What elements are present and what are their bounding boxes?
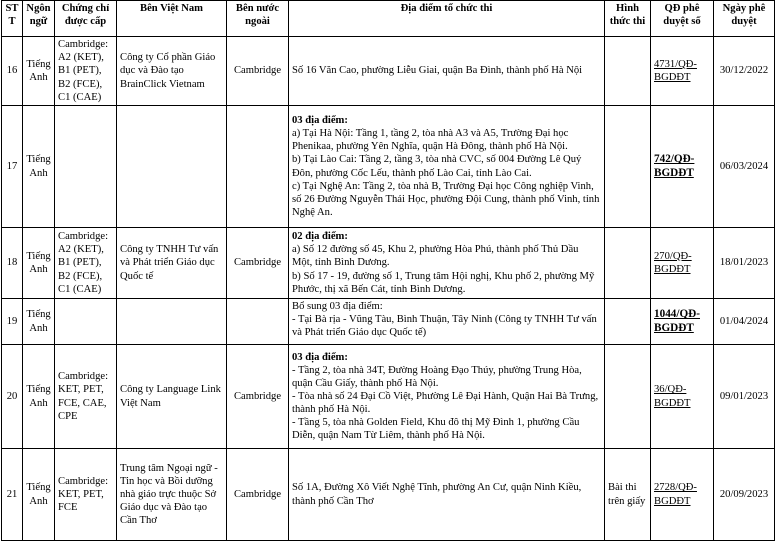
decision-link[interactable]: 742/QĐ-BGDĐT — [654, 153, 695, 179]
location-line: - Tầng 5, tòa nhà Golden Field, Khu đô thị Mỹ Đình 1, phường Cầu Diễn, quận Nam Từ Liêm, thành phố Hà Nội. — [292, 417, 580, 442]
row-format — [605, 345, 651, 449]
row-stt: 19 — [2, 299, 23, 345]
row-format — [605, 228, 651, 299]
row-vn-party: Công ty Cổ phần Giáo dục và Đào tạo BrainClick Vietnam — [117, 37, 227, 106]
row-foreign-party: Cambridge — [227, 228, 289, 299]
decision-link[interactable]: 4731/QĐ-BGDĐT — [654, 58, 697, 83]
row-location — [289, 37, 605, 106]
table-row — [2, 228, 775, 299]
row-location — [289, 449, 605, 541]
row-date: 18/01/2023 — [714, 228, 775, 299]
row-date: 06/03/2024 — [714, 106, 775, 228]
header-date: Ngày phê duyệt — [714, 1, 775, 37]
row-format — [605, 299, 651, 345]
row-date: 01/04/2024 — [714, 299, 775, 345]
row-stt: 16 — [2, 37, 23, 106]
row-certificate — [55, 106, 117, 228]
location-title: 03 địa điểm: — [292, 115, 348, 127]
header-location: Địa điểm tổ chức thi — [289, 1, 605, 37]
table-row — [2, 37, 775, 106]
row-certificate: Cambridge: KET, PET, FCE — [55, 449, 117, 541]
row-certificate: Cambridge: KET, PET, FCE, CAE, CPE — [55, 345, 117, 449]
row-foreign-party — [227, 299, 289, 345]
row-foreign-party: Cambridge — [227, 449, 289, 541]
row-location — [289, 299, 605, 345]
table-row — [2, 449, 775, 541]
row-stt: 18 — [2, 228, 23, 299]
row-language: Tiếng Anh — [23, 345, 55, 449]
row-location — [289, 228, 605, 299]
header-format: Hình thức thi — [605, 1, 651, 37]
row-date: 30/12/2022 — [714, 37, 775, 106]
row-certificate — [55, 299, 117, 345]
row-foreign-party: Cambridge — [227, 345, 289, 449]
location-line: a) Số 12 đường số 45, Khu 2, phường Hòa Phú, thành phố Thủ Dầu Một, tỉnh Bình Dương. — [292, 244, 579, 269]
header-language: Ngôn ngữ — [23, 1, 55, 37]
location-line: Số 1A, Đường Xô Viết Nghệ Tĩnh, phường An Cư, quận Ninh Kiều, thành phố Cần Thơ — [292, 482, 582, 507]
row-decision — [651, 37, 714, 106]
row-stt: 17 — [2, 106, 23, 228]
header-stt: ST T — [2, 1, 23, 37]
table-row — [2, 106, 775, 228]
row-stt: 20 — [2, 345, 23, 449]
row-stt: 21 — [2, 449, 23, 541]
row-date: 09/01/2023 — [714, 345, 775, 449]
header-vn-party: Bên Việt Nam — [117, 1, 227, 37]
row-format: Bài thi trên giấy — [605, 449, 651, 541]
table-row — [2, 299, 775, 345]
table-row — [2, 345, 775, 449]
row-certificate: Cambridge: A2 (KET), B1 (PET), B2 (FCE), C1 (CAE) — [55, 37, 117, 106]
row-decision — [651, 449, 714, 541]
location-line: Bổ sung 03 địa điểm: — [292, 301, 383, 312]
decision-link[interactable]: 36/QĐ-BGDĐT — [654, 384, 691, 409]
exam-locations-table — [1, 0, 775, 541]
row-vn-party: Công ty TNHH Tư vấn và Phát triển Giáo dục Quốc tế — [117, 228, 227, 299]
decision-link[interactable]: 1044/QĐ-BGDĐT — [654, 308, 700, 334]
row-location — [289, 345, 605, 449]
row-certificate: Cambridge: A2 (KET), B1 (PET), B2 (FCE), C1 (CAE) — [55, 228, 117, 299]
row-format — [605, 37, 651, 106]
row-decision — [651, 106, 714, 228]
row-vn-party: Trung tâm Ngoại ngữ - Tin học và Bồi dưỡng nhà giáo trực thuộc Sở Giáo dục và Đào tạo Cần Thơ — [117, 449, 227, 541]
decision-link[interactable]: 270/QĐ-BGDĐT — [654, 250, 692, 275]
row-language: Tiếng Anh — [23, 299, 55, 345]
row-vn-party — [117, 106, 227, 228]
location-line: - Tại Bà rịa - Vũng Tàu, Bình Thuận, Tây Ninh (Công ty TNHH Tư vấn và Phát triển Giáo dục Quốc tế) — [292, 314, 597, 339]
row-vn-party — [117, 299, 227, 345]
row-decision — [651, 299, 714, 345]
row-location — [289, 106, 605, 228]
row-foreign-party — [227, 106, 289, 228]
row-format — [605, 106, 651, 228]
decision-link[interactable]: 2728/QĐ-BGDĐT — [654, 482, 697, 507]
row-decision — [651, 228, 714, 299]
header-foreign-party: Bên nước ngoài — [227, 1, 289, 37]
location-line: b) Số 17 - 19, đường số 1, Trung tâm Hội nghị, Khu phố 2, phường Mỹ Phước, thị xã Bến Cát, tỉnh Bình Dương. — [292, 270, 595, 295]
row-language: Tiếng Anh — [23, 449, 55, 541]
row-language: Tiếng Anh — [23, 228, 55, 299]
location-line: c) Tại Nghệ An: Tầng 2, tòa nhà B, Trường Đại học Công nghiệp Vinh, số 26 Đường Nguyễn Thái Học, phường Đội Cung, thành phố Vinh, tỉnh Nghệ An. — [292, 180, 600, 218]
table-header-row — [2, 1, 775, 37]
row-language: Tiếng Anh — [23, 37, 55, 106]
location-line: a) Tại Hà Nội: Tầng 1, tầng 2, tòa nhà A3 và A5, Trường Đại học Phenikaa, phường Yên Nghĩa, quận Hà Đông, thành phố Hà Nội. — [292, 128, 569, 153]
row-vn-party: Công ty Language Link Việt Nam — [117, 345, 227, 449]
location-line: b) Tại Lào Cai: Tầng 2, tầng 3, tòa nhà CVC, số 004 Đường Lê Quý Đôn, phường Cốc Lếu, thành phố Lào Cai, tỉnh Lào Cai. — [292, 154, 582, 179]
header-certificate: Chứng chỉ được cấp — [55, 1, 117, 37]
row-foreign-party: Cambridge — [227, 37, 289, 106]
location-line: - Tòa nhà số 24 Đại Cồ Việt, Phường Lê Đại Hành, Quận Hai Bà Trưng, thành phố Hà Nội. — [292, 390, 599, 416]
row-decision — [651, 345, 714, 449]
header-decision: QĐ phê duyệt số — [651, 1, 714, 37]
row-date: 20/09/2023 — [714, 449, 775, 541]
location-title: 02 địa điểm: — [292, 231, 348, 243]
location-line: - Tầng 2, tòa nhà 34T, Đường Hoàng Đạo Thúy, phường Trung Hòa, quận Cầu Giấy, thành phố Hà Nội. — [292, 364, 582, 389]
row-language: Tiếng Anh — [23, 106, 55, 228]
location-line: Số 16 Văn Cao, phường Liễu Giai, quận Ba Đình, thành phố Hà Nội — [292, 65, 583, 77]
location-title: 03 địa điểm: — [292, 351, 348, 363]
